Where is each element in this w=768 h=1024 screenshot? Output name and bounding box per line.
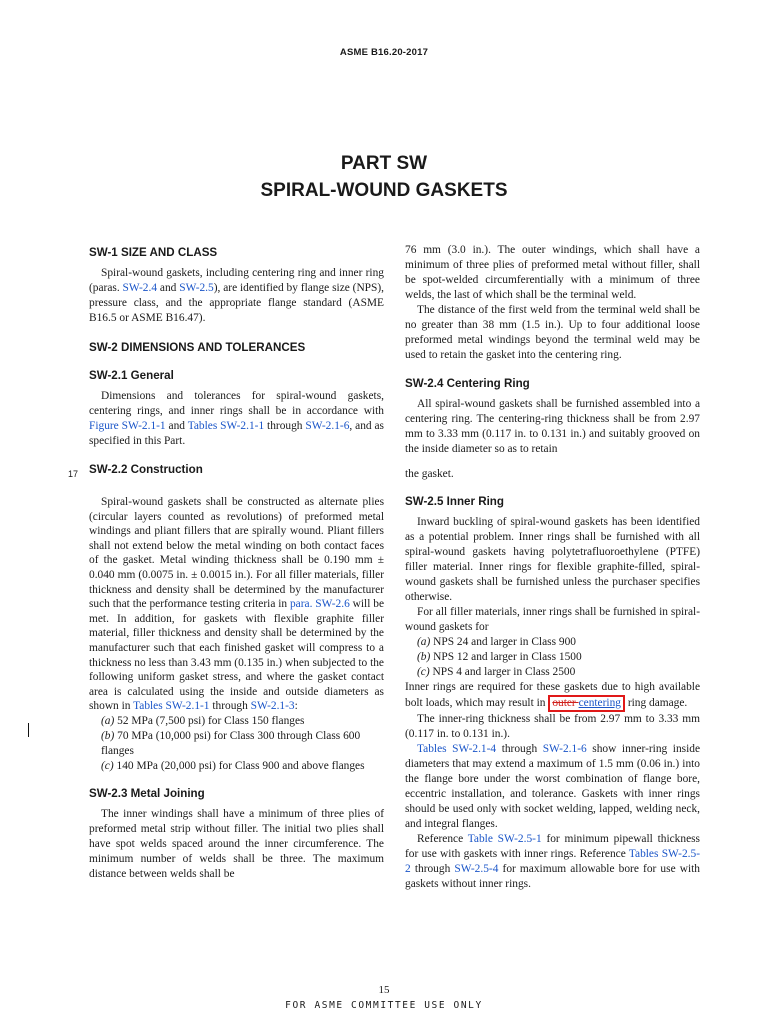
cross-ref-link[interactable]: SW-2.1-6 [305, 420, 350, 432]
inserted-text: centering [578, 697, 621, 709]
paragraph-sw23-continued: 76 mm (3.0 in.). The outer windings, which shall have a minimum of three plies of preformed metal without filler, shall be spot-welded circumferentially with a minimum of three welds, the last of which shall be the terminal weld. [405, 244, 700, 301]
cross-ref-link[interactable]: Tables SW-2.1-1 [133, 700, 210, 713]
section-heading-sw21: SW-2.1 General [89, 369, 174, 382]
section-heading-sw23: SW-2.3 Metal Joining [89, 786, 205, 800]
list-item: (c) NPS 4 and larger in Class 2500 [417, 666, 576, 678]
margin-revision-number: 17 [68, 469, 79, 479]
cross-ref-link[interactable]: SW-2.4 [122, 282, 158, 294]
revision-markup-box [548, 695, 625, 712]
cross-ref-link[interactable]: SW-2.5 [179, 282, 214, 294]
running-header: ASME B16.20-2017 [339, 47, 429, 58]
paragraph-sw1: Spiral-wound gaskets, including centering ring and inner ring (paras. SW-2.4 and SW-2.5), are identified by flange size (NPS), pressure class, and the appropriate flange standard (ASME B16.5 or ASME B16.47). [89, 267, 384, 324]
part-label: PART SW [340, 153, 428, 174]
paragraph-inner-ring-thickness: The inner-ring thickness shall be from 2.97 mm to 3.33 mm (0.117 in. to 0.131 in.). [405, 713, 700, 740]
list-item: (a) 52 MPa (7,500 psi) for Class 150 flanges [101, 714, 305, 727]
cross-ref-link[interactable]: Figure SW-2.1-1 [89, 420, 166, 432]
paragraph-sw24: All spiral-wound gaskets shall be furnished assembled into a centering ring. The centering-ring thickness shall be from 2.97 mm to 3.33 mm (0.117 in. to 0.131 in.) and suitably grooved on the inside diameter so as to retain [405, 398, 700, 455]
page-number: 15 [378, 984, 390, 996]
cross-ref-link[interactable]: Table SW-2.5-1 [467, 833, 542, 845]
list-item: (c) 140 MPa (20,000 psi) for Class 900 and above flanges [101, 759, 365, 772]
list-item: (a) NPS 24 and larger in Class 900 [417, 636, 576, 648]
paragraph-sw21: Dimensions and tolerances for spiral-wound gaskets, centering rings, and inner rings shall be in accordance with Figure SW-2.1-1 and Tables SW-2.1-1 through SW-2.1-6, and as specified in this Part. [89, 390, 384, 447]
paragraph-sw25: Inward buckling of spiral-wound gaskets has been identified as a potential problem. Inner rings shall be furnished with all spiral-wound gaskets having polytetrafluoroethylene (PTFE) filler material. Inner rings for flexible graphite-filled, spiral-wound gaskets shall be furnished unless the purchaser specifies otherwise. [405, 516, 700, 603]
list-item: (b) NPS 12 and larger in Class 1500 [417, 651, 582, 663]
change-bar [28, 723, 29, 737]
cross-ref-link[interactable]: Tables SW-2.1-1 [187, 420, 265, 432]
paragraph-sw22: Spiral-wound gaskets shall be constructed as alternate plies (circular layers counted as revolutions) of preformed metal windings and pliant fillers that are spirally wound. Pliant fillers shall not extend below the metal winding on both contact faces of the gasket. Metal winding thickness shall be 0.190 mm ± 0.040 mm (0.0075 in. ± 0.0015 in.). For all filler materials, filler thickness and density shall be determined by the manufacturer such that the performance testing criteria in para. SW-2.6 will be met. In addition, for gaskets with flexible graphite filler material, filler thickness and density shall be determined by the manufacturer such that each finished gasket will compress to a thickness no less than 3.43 mm (0.135 in.) when subjected to the following uniform gasket stress, and where the gasket contact area is calculated using the inside and outside diameters as shown in Tables SW-2.1-1 through SW-2.1-3: [89, 496, 385, 713]
cross-ref-link[interactable]: para. SW-2.6 [289, 598, 350, 611]
section-heading-sw22: SW-2.2 Construction [89, 463, 203, 476]
section-heading-sw24: SW-2.4 Centering Ring [405, 377, 530, 390]
cross-ref-link[interactable]: Tables SW-2.1-4 [417, 743, 497, 755]
paragraph-inner-ring-diameters: Tables SW-2.1-4 through SW-2.1-6 show inner-ring inside diameters that may extend a maximum of 1.5 mm (0.06 in.) into the flange bore under the worst combination of flange bore, eccentric installation, and tolerance. Gaskets with inner rings should be used only with socket welding, lapped, welding neck, and integral flanges. [405, 743, 701, 830]
deleted-text: outer [552, 697, 579, 709]
left-column [89, 245, 384, 882]
cross-ref-link[interactable]: SW-2.1-6 [542, 743, 587, 755]
section-heading-sw25: SW-2.5 Inner Ring [405, 495, 504, 508]
list-item: (b) 70 MPa (10,000 psi) for Class 300 through Class 600 flanges [101, 729, 361, 757]
paragraph-bolt-loads: Inner rings are required for these gaskets due to high available bolt loads, which may result in outer centering ring damage. [405, 680, 700, 712]
committee-notice: FOR ASME COMMITTEE USE ONLY [285, 1000, 483, 1011]
cross-ref-link[interactable]: SW-2.1-3 [250, 700, 295, 713]
right-column [405, 243, 700, 892]
paragraph-sw23: The inner windings shall have a minimum of three plies of preformed metal strip without filler. The initial two plies shall have spot welds spaced around the inner circumference. The minimum number of welds shall be three. The maximum distance between welds shall be [89, 807, 384, 880]
cross-ref-link[interactable]: SW-2.5-4 [454, 863, 499, 875]
paragraph-sw24-continued: the gasket. [405, 468, 454, 480]
paragraph-reference-tables: Reference Table SW-2.5-1 for minimum pipewall thickness for use with gaskets with inner rings. Reference Tables SW-2.5-2 through SW-2.5-4 for maximum allowable bore for use with gaskets without inner rings. [405, 833, 701, 890]
page-title [0, 150, 768, 204]
paragraph-sw25-filler: For all filler materials, inner rings shall be furnished in spiral-wound gaskets for [405, 606, 700, 633]
part-name: SPIRAL-WOUND GASKETS [260, 180, 508, 201]
section-heading-sw1: SW-1 SIZE AND CLASS [89, 246, 218, 259]
cross-ref-link[interactable]: Tables SW-2.5-2 [405, 848, 701, 875]
paragraph-terminal-weld: The distance of the first weld from the terminal weld shall be no greater than 38 mm (1.5 in.). Up to four additional loose preformed metal windings beyond the terminal weld may be used to retain the gasket into the centering ring. [405, 304, 700, 361]
section-heading-sw2: SW-2 DIMENSIONS AND TOLERANCES [89, 341, 306, 354]
